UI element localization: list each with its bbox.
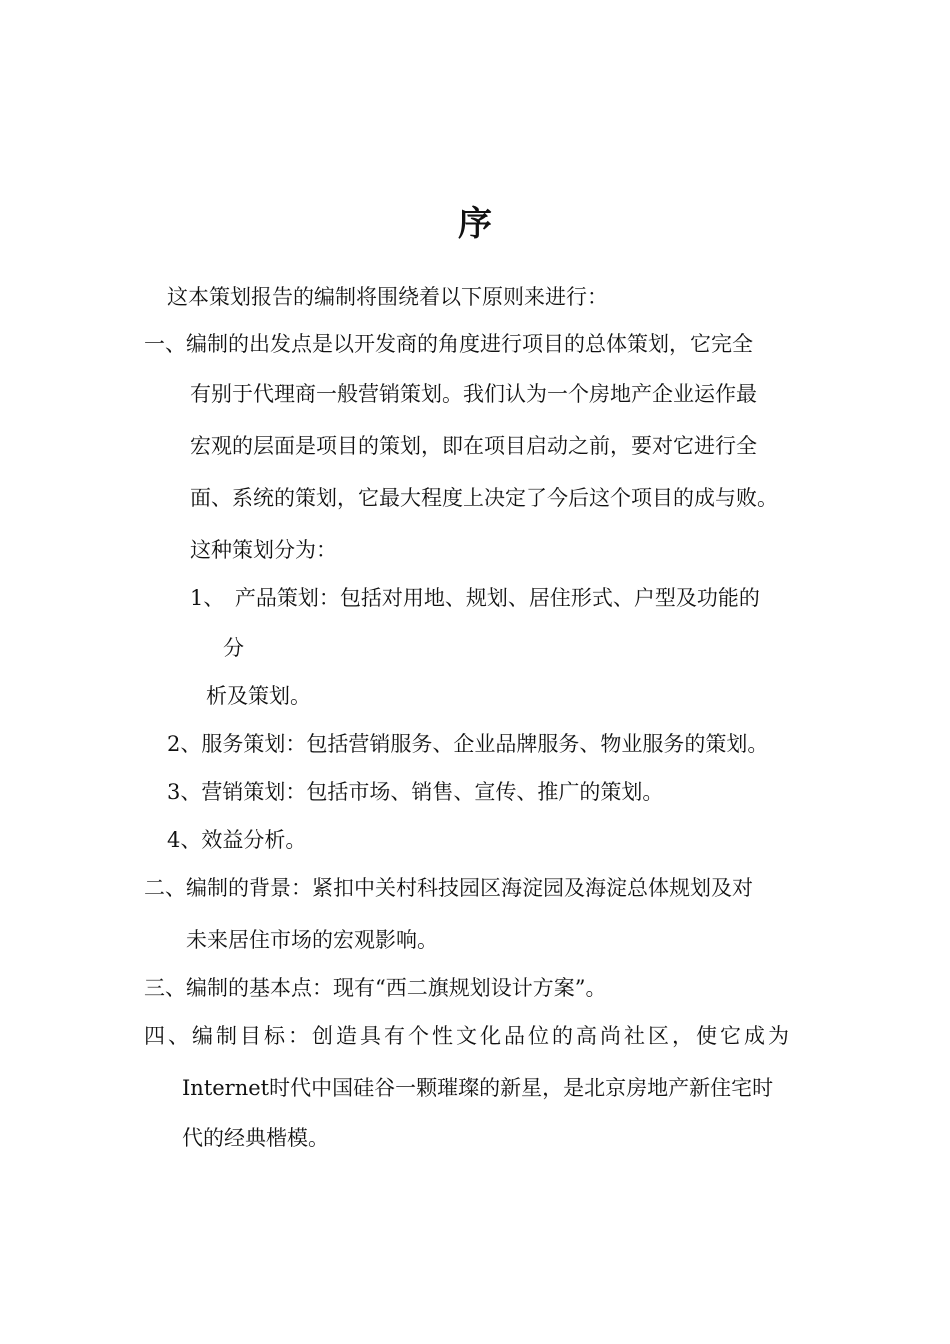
section-1-line-1: 一、编制的出发点是以开发商的角度进行项目的总体策划，它完全 [144, 332, 753, 356]
section-4-line-1: 四、编制目标：创造具有个性文化品位的高尚社区，使它成为 [144, 1024, 792, 1048]
section-3-line: 三、编制的基本点：现有“西二旗规划设计方案”。 [144, 976, 607, 1000]
item-1-line-3: 析及策划。 [206, 684, 311, 708]
item-4-line: 4、效益分析。 [167, 828, 307, 852]
section-1-line-4: 面、系统的策划，它最大程度上决定了今后这个项目的成与败。 [190, 486, 778, 510]
section-2-line-2: 未来居住市场的宏观影响。 [186, 928, 438, 952]
page-title: 序 [458, 204, 492, 244]
item-3-line: 3、营销策划：包括市场、销售、宣传、推广的策划。 [167, 780, 664, 804]
section-1-line-5: 这种策划分为： [190, 538, 337, 562]
section-4-line-3: 代的经典楷模。 [182, 1126, 329, 1150]
item-1-line-1: 1、 产品策划：包括对用地、规划、居住形式、户型及功能的 [190, 586, 760, 610]
section-1-line-3: 宏观的层面是项目的策划，即在项目启动之前，要对它进行全 [190, 434, 757, 458]
intro-line: 这本策划报告的编制将围绕着以下原则来进行： [167, 285, 608, 309]
section-2-line-1: 二、编制的背景：紧扣中关村科技园区海淀园及海淀总体规划及对 [144, 876, 753, 900]
section-1-line-2: 有别于代理商一般营销策划。我们认为一个房地产企业运作最 [190, 382, 757, 406]
item-2-line: 2、服务策划：包括营销服务、企业品牌服务、物业服务的策划。 [167, 732, 769, 756]
section-4-line-2: Internet时代中国硅谷一颗璀璨的新星，是北京房地产新住宅时 [182, 1076, 774, 1100]
item-1-line-2: 分 [223, 636, 244, 660]
